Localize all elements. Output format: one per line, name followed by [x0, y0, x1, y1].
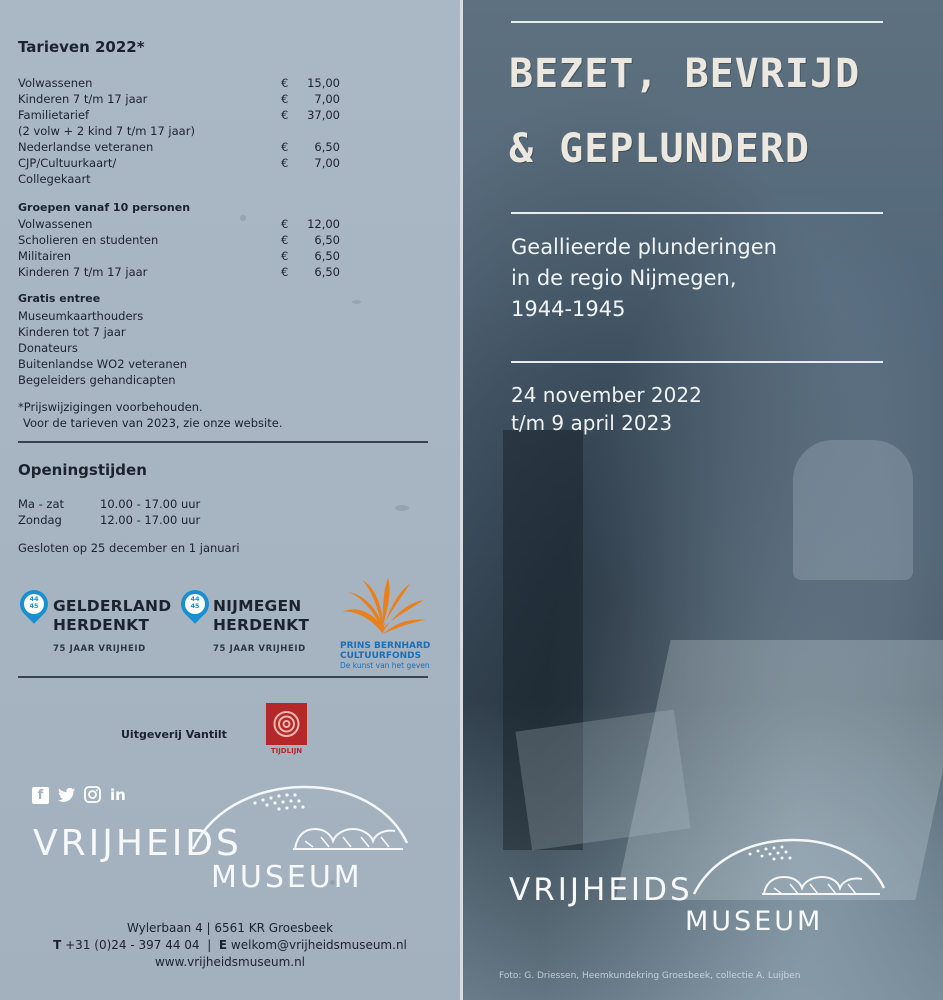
- tarieven-title: Tarieven 2022*: [18, 38, 145, 56]
- museum-logo-line2: MUSEUM: [211, 860, 363, 895]
- exhibition-title-line2: & GEPLUNDERD: [509, 126, 810, 172]
- free-entry-item: Buitenlandse WO2 veteranen: [18, 357, 188, 371]
- subtitle-line: in de regio Nijmegen,: [511, 266, 737, 290]
- price-value: 37,00: [307, 108, 340, 122]
- opening-day: Zondag: [18, 513, 62, 527]
- price-value: 6,50: [314, 265, 340, 279]
- price-value: 6,50: [314, 140, 340, 154]
- free-entry-title: Gratis entree: [18, 292, 101, 305]
- email-link[interactable]: welkom@vrijheidsmuseum.nl: [230, 938, 407, 952]
- price-note-website: Voor de tarieven van 2023, zie onze website.: [23, 416, 283, 430]
- currency-symbol: €: [281, 233, 289, 247]
- currency-symbol: €: [281, 140, 289, 154]
- groups-title: Groepen vanaf 10 personen: [18, 201, 191, 214]
- price-row: [18, 248, 348, 264]
- price-row: [18, 171, 348, 187]
- divider: [511, 21, 883, 23]
- price-note: *Prijswijzigingen voorbehouden.: [18, 400, 203, 414]
- price-value: 7,00: [314, 92, 340, 106]
- instagram-icon[interactable]: [84, 786, 101, 803]
- texture-speck: [395, 505, 409, 511]
- cultuurfonds-name: [340, 641, 430, 661]
- gelderland-logo-line2: HERDENKT: [53, 616, 150, 634]
- price-value: 6,50: [314, 249, 340, 263]
- free-entry-item: Begeleiders gehandicapten: [18, 373, 176, 387]
- exhibition-title-line1: BEZET, BEVRIJD: [509, 51, 861, 97]
- price-value: 12,00: [307, 217, 340, 231]
- cultuurfonds-flower-icon: [340, 576, 426, 638]
- price-row: [18, 264, 348, 280]
- photo-papers: [515, 709, 690, 850]
- tijdlijn-label: TIJDLIJN: [270, 747, 303, 755]
- price-row: [18, 75, 348, 91]
- free-entry-item: Donateurs: [18, 341, 78, 355]
- divider: [18, 676, 428, 678]
- museum-logo-line1: VRIJHEIDS: [509, 872, 693, 908]
- cultuurfonds-line1: PRINS BERNHARD: [340, 641, 431, 651]
- currency-symbol: €: [281, 217, 289, 231]
- exhibition-dates: [511, 381, 702, 437]
- price-value: 6,50: [314, 233, 340, 247]
- closed-note: Gesloten op 25 december en 1 januari: [18, 541, 240, 555]
- price-label: CJP/Cultuurkaart/: [18, 156, 117, 170]
- museum-dome-icon: [688, 836, 888, 896]
- free-entry-item: Kinderen tot 7 jaar: [18, 325, 126, 339]
- price-row: [18, 216, 348, 232]
- price-value: 15,00: [307, 76, 340, 90]
- gelderland-logo-line1: GELDERLAND: [53, 597, 172, 615]
- price-label: Volwassenen: [18, 217, 93, 231]
- address: Wylerbaan 4 | 6561 KR Groesbeek: [126, 921, 334, 935]
- currency-symbol: €: [281, 249, 289, 263]
- spiral-icon: [266, 703, 307, 745]
- currency-symbol: €: [281, 108, 289, 122]
- pin-number: 44 45: [29, 595, 39, 610]
- phone-number[interactable]: +31 (0)24 - 397 44 04: [65, 938, 200, 952]
- contact-line: [0, 936, 460, 954]
- nijmegen-logo-line2: HERDENKT: [213, 616, 310, 634]
- info-panel: [0, 0, 460, 1000]
- date-start: 24 november 2022: [511, 383, 702, 407]
- price-label: Scholieren en studenten: [18, 233, 159, 247]
- currency-symbol: €: [281, 92, 289, 106]
- price-label: Familietarief: [18, 108, 90, 122]
- price-label: Collegekaart: [18, 172, 91, 186]
- opening-time: 10.00 - 17.00 uur: [100, 497, 201, 511]
- tijdlijn-logo-icon: [266, 703, 307, 745]
- price-row: [18, 107, 348, 123]
- price-row: [18, 232, 348, 248]
- date-end: t/m 9 april 2023: [511, 411, 673, 435]
- price-label: (2 volw + 2 kind 7 t/m 17 jaar): [18, 124, 195, 138]
- free-entry-item: Museumkaarthouders: [18, 309, 144, 323]
- nijmegen-logo-line1: NIJMEGEN: [213, 597, 302, 615]
- subtitle-line: Geallieerde plunderingen: [511, 235, 777, 259]
- email-label: E: [218, 938, 228, 952]
- opening-time: 12.00 - 17.00 uur: [100, 513, 201, 527]
- location-pin-icon: [181, 590, 209, 630]
- currency-symbol: €: [281, 76, 289, 90]
- facebook-icon[interactable]: f: [32, 787, 49, 804]
- price-label: Militairen: [18, 249, 72, 263]
- cultuurfonds-line2: CULTUURFONDS: [340, 651, 422, 661]
- texture-speck: [352, 300, 361, 304]
- divider: [511, 212, 883, 214]
- price-label: Kinderen 7 t/m 17 jaar: [18, 92, 148, 106]
- exhibition-subtitle: [511, 232, 777, 325]
- divider: [18, 441, 428, 443]
- price-row: [18, 91, 348, 107]
- currency-symbol: €: [281, 265, 289, 279]
- price-row: [18, 155, 348, 171]
- price-value: 7,00: [314, 156, 340, 170]
- price-label: Volwassenen: [18, 76, 93, 90]
- price-label: Nederlandse veteranen: [18, 140, 154, 154]
- vantilt-logo: Uitgeverij Vantilt: [121, 728, 227, 741]
- phone-label: T: [53, 938, 62, 952]
- opening-title: Openingstijden: [18, 461, 147, 479]
- museum-logo-line1: VRIJHEIDS: [33, 823, 242, 864]
- nijmegen-logo-sub: 75 JAAR VRIJHEID: [213, 644, 306, 654]
- cover-panel: [463, 0, 943, 1000]
- price-row: [18, 139, 348, 155]
- divider: [511, 361, 883, 363]
- museum-logo-line2: MUSEUM: [685, 906, 824, 937]
- subtitle-line: 1944-1945: [511, 297, 626, 321]
- linkedin-icon[interactable]: in: [110, 786, 126, 804]
- photo-jar: [793, 440, 913, 580]
- price-row: [18, 123, 348, 139]
- opening-day: Ma - zat: [18, 497, 65, 511]
- currency-symbol: €: [281, 156, 289, 170]
- location-pin-icon: [20, 590, 48, 630]
- photo-credit: Foto: G. Driessen, Heemkundekring Groesbeek, collectie A. Luijben: [499, 971, 801, 981]
- twitter-icon[interactable]: [58, 787, 76, 803]
- price-label: Kinderen 7 t/m 17 jaar: [18, 265, 148, 279]
- cultuurfonds-tagline: De kunst van het geven: [340, 661, 430, 670]
- website-link[interactable]: www.vrijheidsmuseum.nl: [154, 955, 306, 969]
- gelderland-logo-sub: 75 JAAR VRIJHEID: [53, 644, 146, 654]
- contact-separator: |: [203, 938, 216, 952]
- pin-number: 44 45: [190, 595, 200, 610]
